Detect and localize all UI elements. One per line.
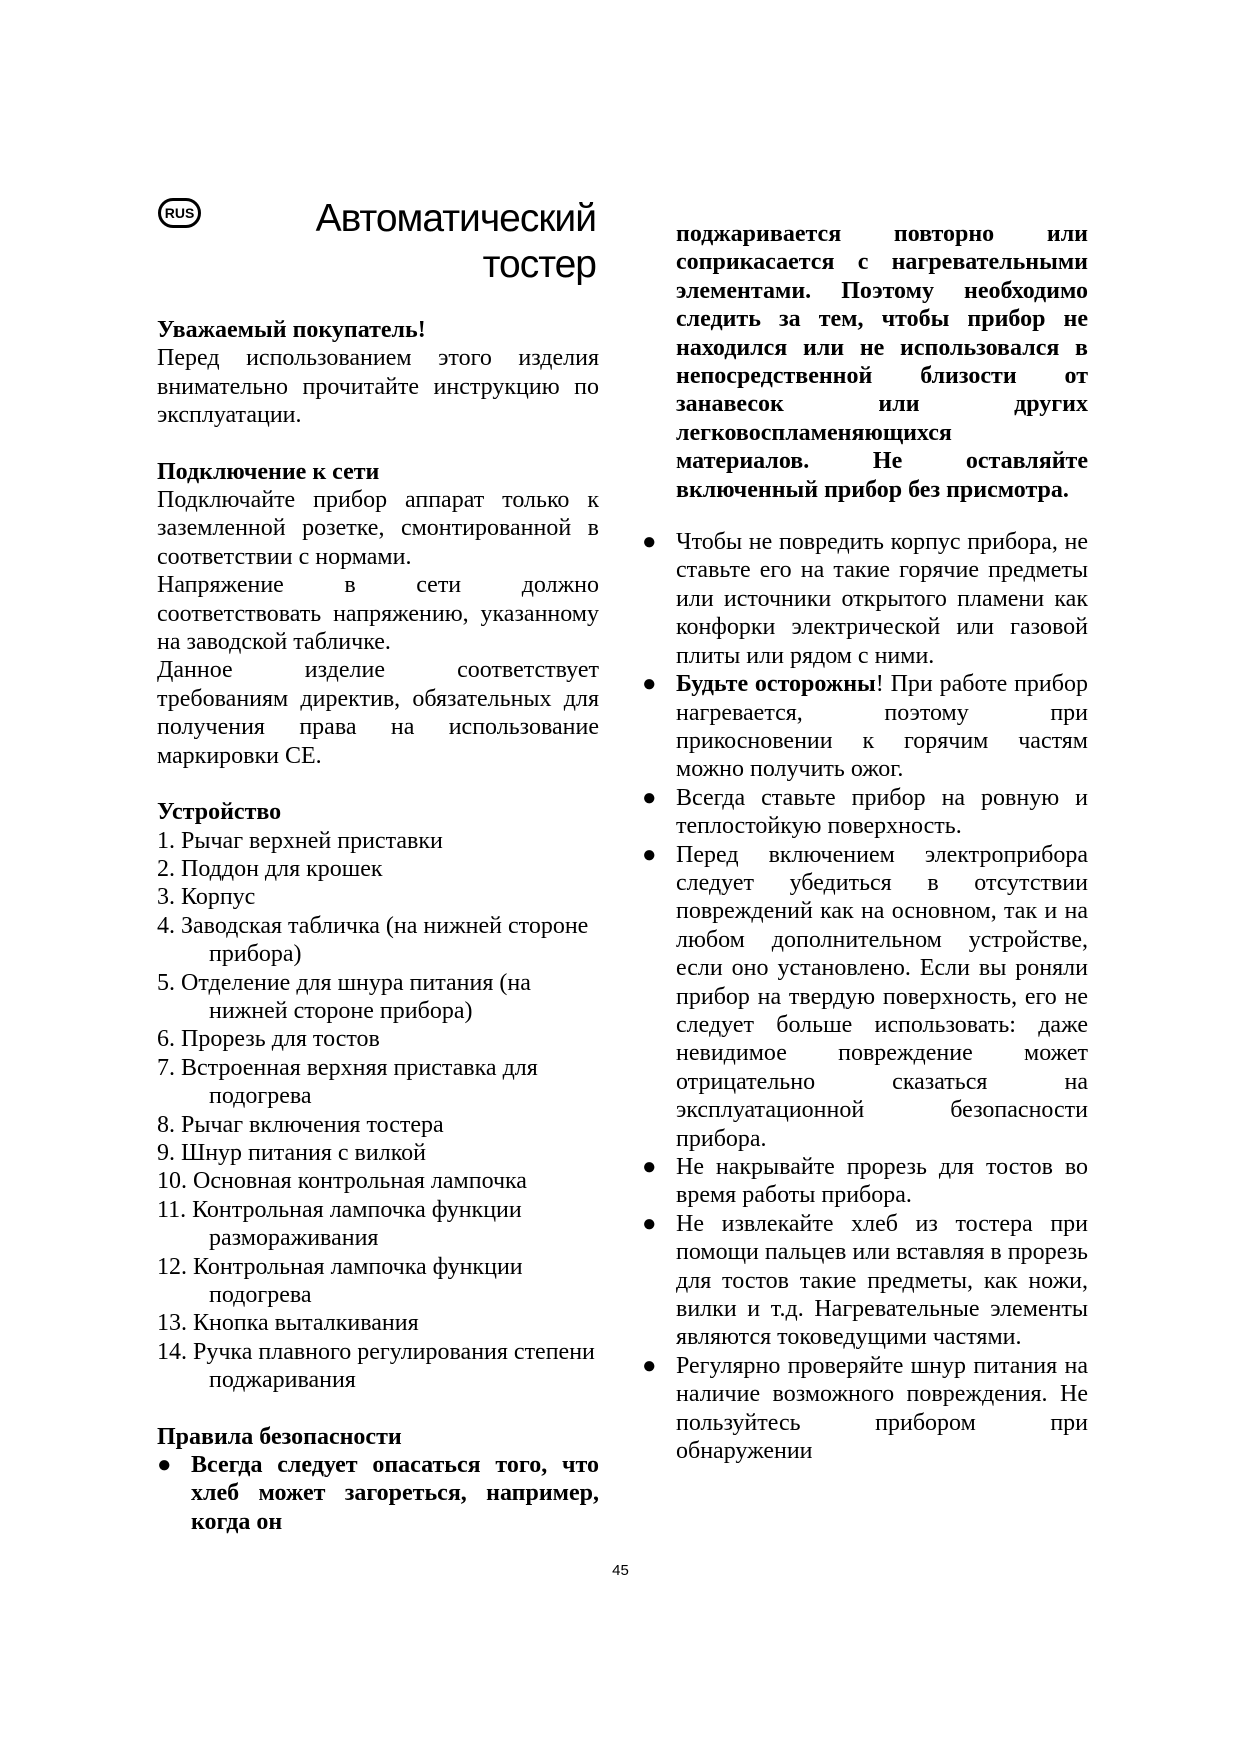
safety-bullet-text: Регулярно проверяйте шнур питания на наличие возможного повреждения. Не пользуйтесь прибором при обнаружении bbox=[676, 1352, 1088, 1465]
safety-bullet-text: Всегда следует опасаться того, что хлеб может загореться, например, когда он bbox=[191, 1452, 599, 1535]
safety-bullet-bold: Будьте осторожны bbox=[676, 671, 876, 698]
device-part-item: 3. Корпус bbox=[157, 884, 256, 911]
safety-bullet bbox=[642, 841, 1088, 1153]
left-column bbox=[157, 316, 599, 1536]
safety-bullet-text: ! При работе прибор нагревается, поэтому при прикосновении к горячим частям можно получить ожог. bbox=[676, 671, 1088, 783]
device-part-item: 9. Шнур питания с вилкой bbox=[157, 1139, 426, 1166]
device-part-item: 11. Контрольная лампочка функции размораживания bbox=[157, 1196, 522, 1252]
page-title bbox=[260, 196, 596, 288]
safety-bullet bbox=[642, 670, 1088, 784]
bullet-icon: ● bbox=[157, 1452, 172, 1479]
safety-continued-text: поджаривается повторно или соприкасается с нагревательными элементами. Поэтому необходимо следить за тем, чтобы прибор не находился или не использовался в непосредственной близости от занавесок или других легковоспламеняющихся материалов. Не оставляйте включенный прибор без присмотра. bbox=[676, 221, 1088, 503]
device-parts-list bbox=[157, 827, 599, 1395]
safety-bullet-text: Чтобы не повредить корпус прибора, не ставьте его на такие горячие предметы или источники открытого пламени как конфорки электрической или газовой плиты или рядом с ними. bbox=[676, 529, 1088, 669]
safety-bullet-text: Не накрывайте прорезь для тостов во время работы прибора. bbox=[676, 1154, 1088, 1209]
device-part-item: 6. Прорезь для тостов bbox=[157, 1026, 380, 1053]
device-part-item: 4. Заводская табличка (на нижней стороне прибора) bbox=[157, 912, 589, 968]
bullet-icon: ● bbox=[642, 1210, 657, 1237]
safety-bullet bbox=[157, 1451, 599, 1536]
power-paragraph-2: Напряжение в сети должно соответствовать напряжению, указанному на заводской табличке. bbox=[157, 572, 599, 656]
device-part-item: 1. Рычаг верхней приставки bbox=[157, 827, 443, 854]
safety-bullet-text: Не извлекайте хлеб из тостера при помощи пальцев или вставляя в прорезь для тостов такие предметы, как ножи, вилки и т.д. Нагревательные элементы являются токоведущими частями. bbox=[676, 1210, 1088, 1351]
device-part-item: 10. Основная контрольная лампочка bbox=[157, 1168, 527, 1195]
device-part-item: 12. Контрольная лампочка функции подогрева bbox=[157, 1253, 523, 1308]
safety-bullet bbox=[642, 1153, 1088, 1210]
bullet-icon: ● bbox=[642, 529, 657, 556]
page-number: 45 bbox=[612, 1562, 629, 1579]
greeting-heading: Уважаемый покупатель! bbox=[157, 317, 426, 343]
power-heading: Подключение к сети bbox=[157, 458, 380, 485]
greeting-text: Перед использованием этого изделия внимательно прочитайте инструкцию по эксплуатации. bbox=[157, 345, 599, 429]
safety-list-left bbox=[157, 1451, 599, 1536]
safety-bullet bbox=[642, 784, 1088, 841]
title-line-1: Автоматический bbox=[315, 197, 596, 240]
device-heading: Устройство bbox=[157, 799, 282, 826]
power-paragraph-3: Данное изделие соответствует требованиям директив, обязательных для получения права на использование маркировки СЕ. bbox=[157, 657, 599, 769]
bullet-icon: ● bbox=[642, 841, 657, 868]
safety-bullet bbox=[642, 1210, 1088, 1352]
safety-bullet-text: Перед включением электроприбора следует убедиться в отсутствии повреждений как на основном, так и на любом дополнительном устройстве, если оно установлено. Если вы роняли прибор на твердую поверхность, его не следует больше использовать: даже невидимое повреждение может отрицательно сказаться на эксплуатационной безопасности прибора. bbox=[676, 841, 1088, 1152]
bullet-icon: ● bbox=[642, 671, 657, 698]
power-paragraph-1: Подключайте прибор аппарат только к заземленной розетке, смонтированной в соответствии с нормами. bbox=[157, 487, 599, 570]
language-badge: RUS bbox=[158, 198, 201, 228]
title-line-2: тостер bbox=[482, 243, 596, 286]
device-part-item: 14. Ручка плавного регулирования степени поджаривания bbox=[157, 1338, 595, 1394]
device-part-item: 2. Поддон для крошек bbox=[157, 855, 383, 882]
safety-bullet-text: Всегда ставьте прибор на ровную и теплостойкую поверхность. bbox=[676, 784, 1088, 840]
device-part-item: 8. Рычаг включения тостера bbox=[157, 1111, 444, 1138]
device-part-item: 7. Встроенная верхняя приставка для подогрева bbox=[157, 1054, 538, 1110]
device-part-item: 13. Кнопка выталкивания bbox=[157, 1310, 419, 1337]
right-column bbox=[642, 196, 1088, 1465]
bullet-icon: ● bbox=[642, 1154, 657, 1180]
safety-bullet bbox=[642, 528, 1088, 670]
bullet-icon: ● bbox=[642, 1352, 657, 1379]
bullet-icon: ● bbox=[642, 784, 657, 811]
safety-heading: Правила безопасности bbox=[157, 1423, 402, 1450]
device-part-item: 5. Отделение для шнура питания (на нижней стороне прибора) bbox=[157, 969, 531, 1024]
safety-bullet bbox=[642, 1352, 1088, 1466]
safety-list-right bbox=[642, 528, 1088, 1465]
